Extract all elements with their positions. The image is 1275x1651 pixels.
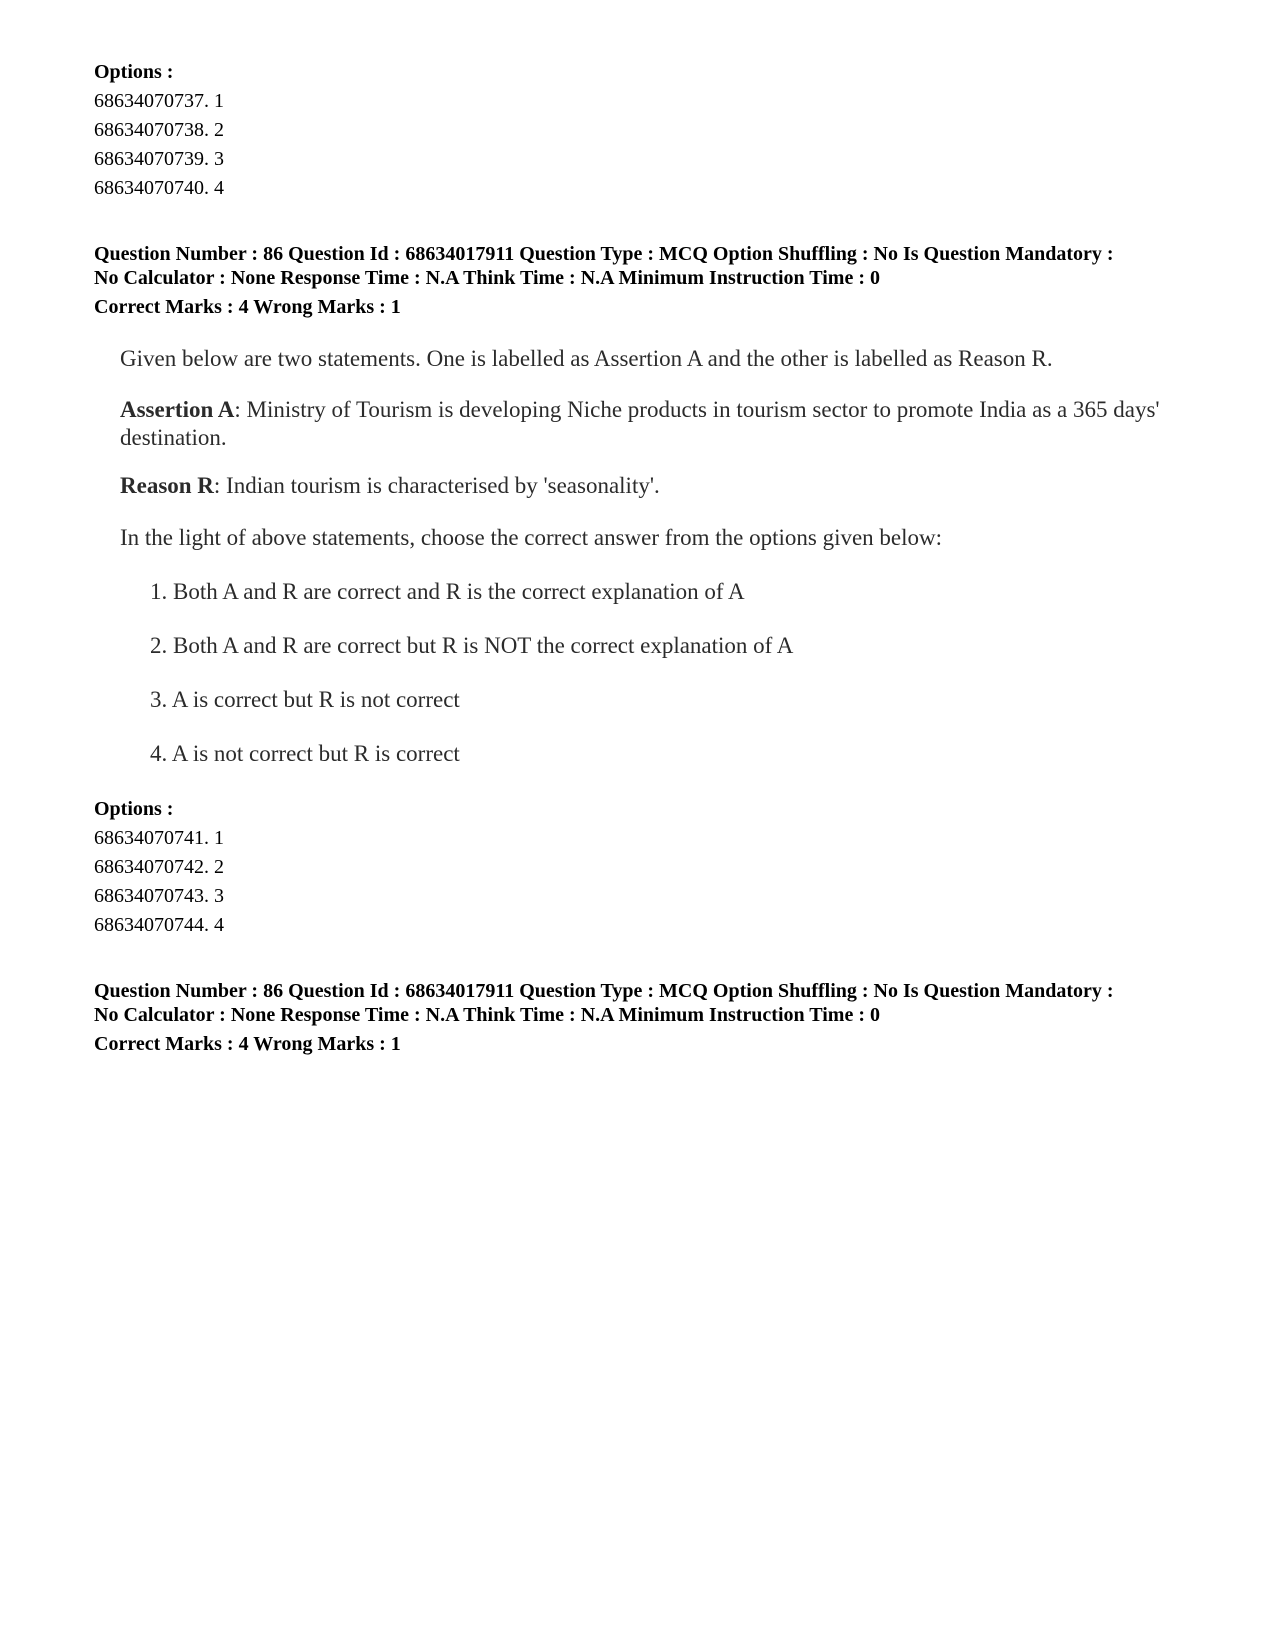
options-heading: Options : bbox=[94, 798, 174, 820]
question-meta-line-1: Question Number : 86 Question Id : 68634017911 Question Type : MCQ Option Shuffling : No Is Question Mandatory : bbox=[94, 980, 1114, 1002]
option-item: 68634070739. 3 bbox=[94, 148, 224, 170]
option-item: 68634070738. 2 bbox=[94, 119, 224, 141]
option-item: 68634070737. 1 bbox=[94, 90, 224, 112]
answer-choice-2: 2. Both A and R are correct but R is NOT the correct explanation of A bbox=[150, 633, 794, 658]
assertion-label: Assertion A bbox=[120, 397, 235, 422]
question-body bbox=[120, 345, 1180, 373]
question-instruction bbox=[120, 524, 1180, 552]
options-block-1 bbox=[94, 58, 1204, 203]
reason-text: : Indian tourism is characterised by 'seasonality'. bbox=[213, 473, 660, 498]
option-item: 68634070742. 2 bbox=[94, 856, 224, 878]
instruction-text: In the light of above statements, choose the correct answer from the options given below: bbox=[120, 525, 943, 550]
answer-choice-4: 4. A is not correct but R is correct bbox=[150, 741, 460, 766]
option-item: 68634070743. 3 bbox=[94, 885, 224, 907]
option-item: 68634070744. 4 bbox=[94, 914, 224, 936]
assertion-text: : Ministry of Tourism is developing Niche products in tourism sector to promote India as a 365 days' destination. bbox=[120, 397, 1160, 450]
question-meta-line-1: Question Number : 86 Question Id : 68634017911 Question Type : MCQ Option Shuffling : No Is Question Mandatory : bbox=[94, 243, 1114, 265]
question-meta-repeat bbox=[94, 979, 1204, 1056]
assertion-statement bbox=[120, 396, 1180, 452]
options-block-2 bbox=[94, 795, 1204, 940]
question-meta bbox=[94, 242, 1204, 319]
answer-choice-3: 3. A is correct but R is not correct bbox=[150, 687, 460, 712]
question-meta-line-2: No Calculator : None Response Time : N.A Think Time : N.A Minimum Instruction Time : 0 bbox=[94, 1004, 880, 1026]
question-marks: Correct Marks : 4 Wrong Marks : 1 bbox=[94, 1033, 401, 1055]
question-intro: Given below are two statements. One is labelled as Assertion A and the other is labelled as Reason R. bbox=[120, 346, 1053, 371]
question-marks: Correct Marks : 4 Wrong Marks : 1 bbox=[94, 296, 401, 318]
question-meta-line-2: No Calculator : None Response Time : N.A Think Time : N.A Minimum Instruction Time : 0 bbox=[94, 267, 880, 289]
reason-label: Reason R bbox=[120, 473, 214, 498]
option-item: 68634070740. 4 bbox=[94, 177, 224, 199]
reason-statement bbox=[120, 472, 1180, 500]
options-heading: Options : bbox=[94, 61, 174, 83]
option-item: 68634070741. 1 bbox=[94, 827, 224, 849]
answer-choice-1: 1. Both A and R are correct and R is the correct explanation of A bbox=[150, 579, 745, 604]
